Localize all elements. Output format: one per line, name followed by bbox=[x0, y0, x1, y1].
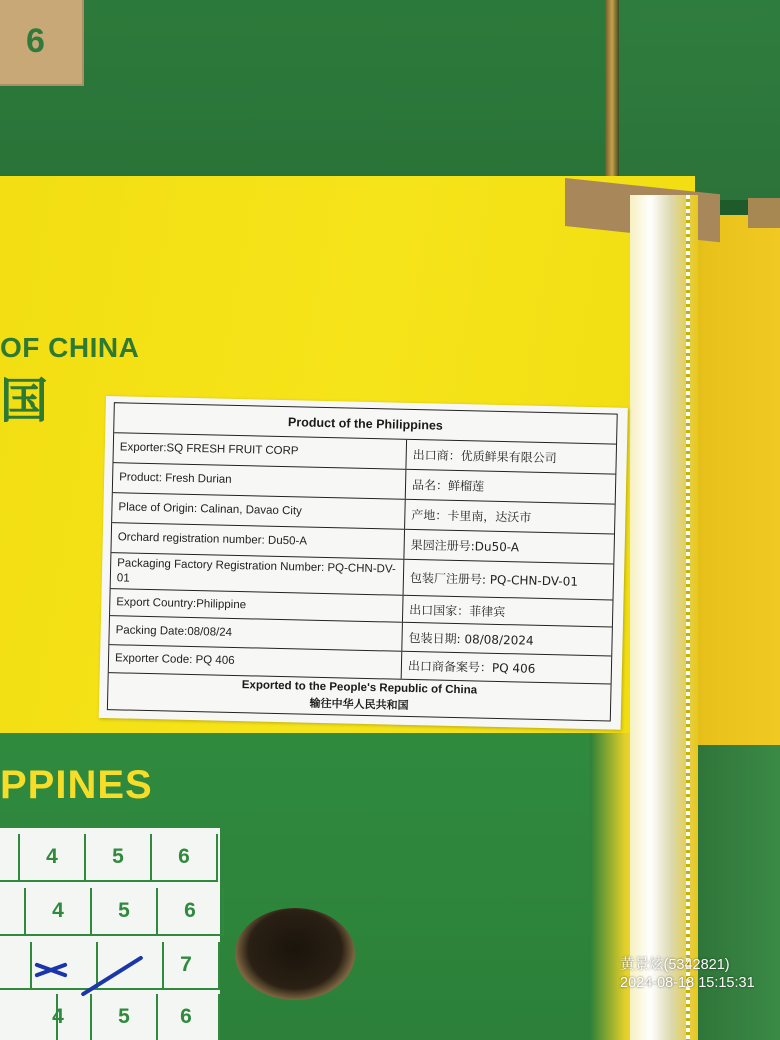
number-grid bbox=[0, 828, 220, 1040]
grid-cell: 4 bbox=[26, 888, 92, 936]
grid-cell: 6 bbox=[154, 994, 220, 1040]
carton-seam bbox=[605, 0, 619, 185]
grid-cell: 6 bbox=[152, 834, 218, 882]
grid-cell: 7 bbox=[154, 942, 220, 990]
label-cell-cn: 包装厂注册号: PQ-CHN-DV-01 bbox=[409, 570, 579, 589]
grid-cell: 5 bbox=[86, 834, 152, 882]
label-cell-en: Packaging Factory Registration Number: PQ-CHN-DV-01 bbox=[111, 553, 405, 595]
label-cell-cn: 包装日期: 08/08/2024 bbox=[408, 630, 534, 648]
carton-corner-tag bbox=[0, 0, 84, 86]
label-cell-cn: 出口商：优质鲜果有限公司 bbox=[412, 447, 557, 466]
label-footer-en: Exported to the People's Republic of China bbox=[241, 679, 478, 697]
label-table bbox=[107, 402, 618, 721]
label-footer-cn: 输往中华人民共和国 bbox=[309, 696, 409, 712]
grid-cell: 6 bbox=[158, 888, 224, 936]
grid-cell bbox=[0, 834, 20, 882]
export-label-sticker bbox=[99, 396, 628, 730]
carton-edge-perforation bbox=[686, 195, 690, 1040]
watermark-timestamp: 2024-08-18 15:15:31 bbox=[620, 975, 755, 991]
printed-philippines-text: PPINES bbox=[0, 763, 153, 807]
neighbor-carton-flap bbox=[748, 198, 780, 228]
photo-watermark bbox=[620, 956, 755, 992]
label-cell-en: Orchard registration number: Du50-A bbox=[111, 523, 405, 559]
corner-tag-number: 6 bbox=[26, 22, 45, 60]
carton-hand-hole bbox=[235, 908, 355, 1000]
grid-cell bbox=[0, 942, 32, 990]
label-cell-en: Place of Origin: Calinan, Davao City bbox=[112, 493, 406, 529]
label-cell-cn: 果园注册号:Du50-A bbox=[410, 537, 520, 555]
grid-cell: 5 bbox=[92, 994, 158, 1040]
label-cell-cn: 产地：卡里南，达沃市 bbox=[411, 507, 532, 525]
label-title: Product of the Philippines bbox=[114, 403, 617, 444]
printed-guo-char: 国 bbox=[0, 375, 49, 428]
label-cell-en: Export Country:Philippine bbox=[110, 589, 404, 622]
label-cell-cn: 出口国家：菲律宾 bbox=[409, 602, 506, 619]
label-cell-en: Exporter:SQ FRESH FRUIT CORP bbox=[114, 433, 408, 469]
upper-carton bbox=[0, 0, 615, 180]
grid-cell: 4 bbox=[26, 994, 92, 1040]
label-cell-en: Exporter Code: PQ 406 bbox=[109, 645, 403, 679]
grid-cell bbox=[0, 888, 26, 936]
label-cell-en: Packing Date:08/08/24 bbox=[109, 616, 403, 651]
label-cell-cn: 品名：鲜榴莲 bbox=[411, 477, 485, 494]
grid-cell: 4 bbox=[20, 834, 86, 882]
watermark-author: 黄景炫(5342821) bbox=[620, 957, 730, 973]
printed-china-text: OF CHINA bbox=[0, 332, 140, 363]
label-cell-en: Product: Fresh Durian bbox=[113, 463, 407, 499]
label-cell-cn: 出口商备案号：PQ 406 bbox=[407, 658, 536, 676]
grid-cell: 5 bbox=[92, 888, 158, 936]
